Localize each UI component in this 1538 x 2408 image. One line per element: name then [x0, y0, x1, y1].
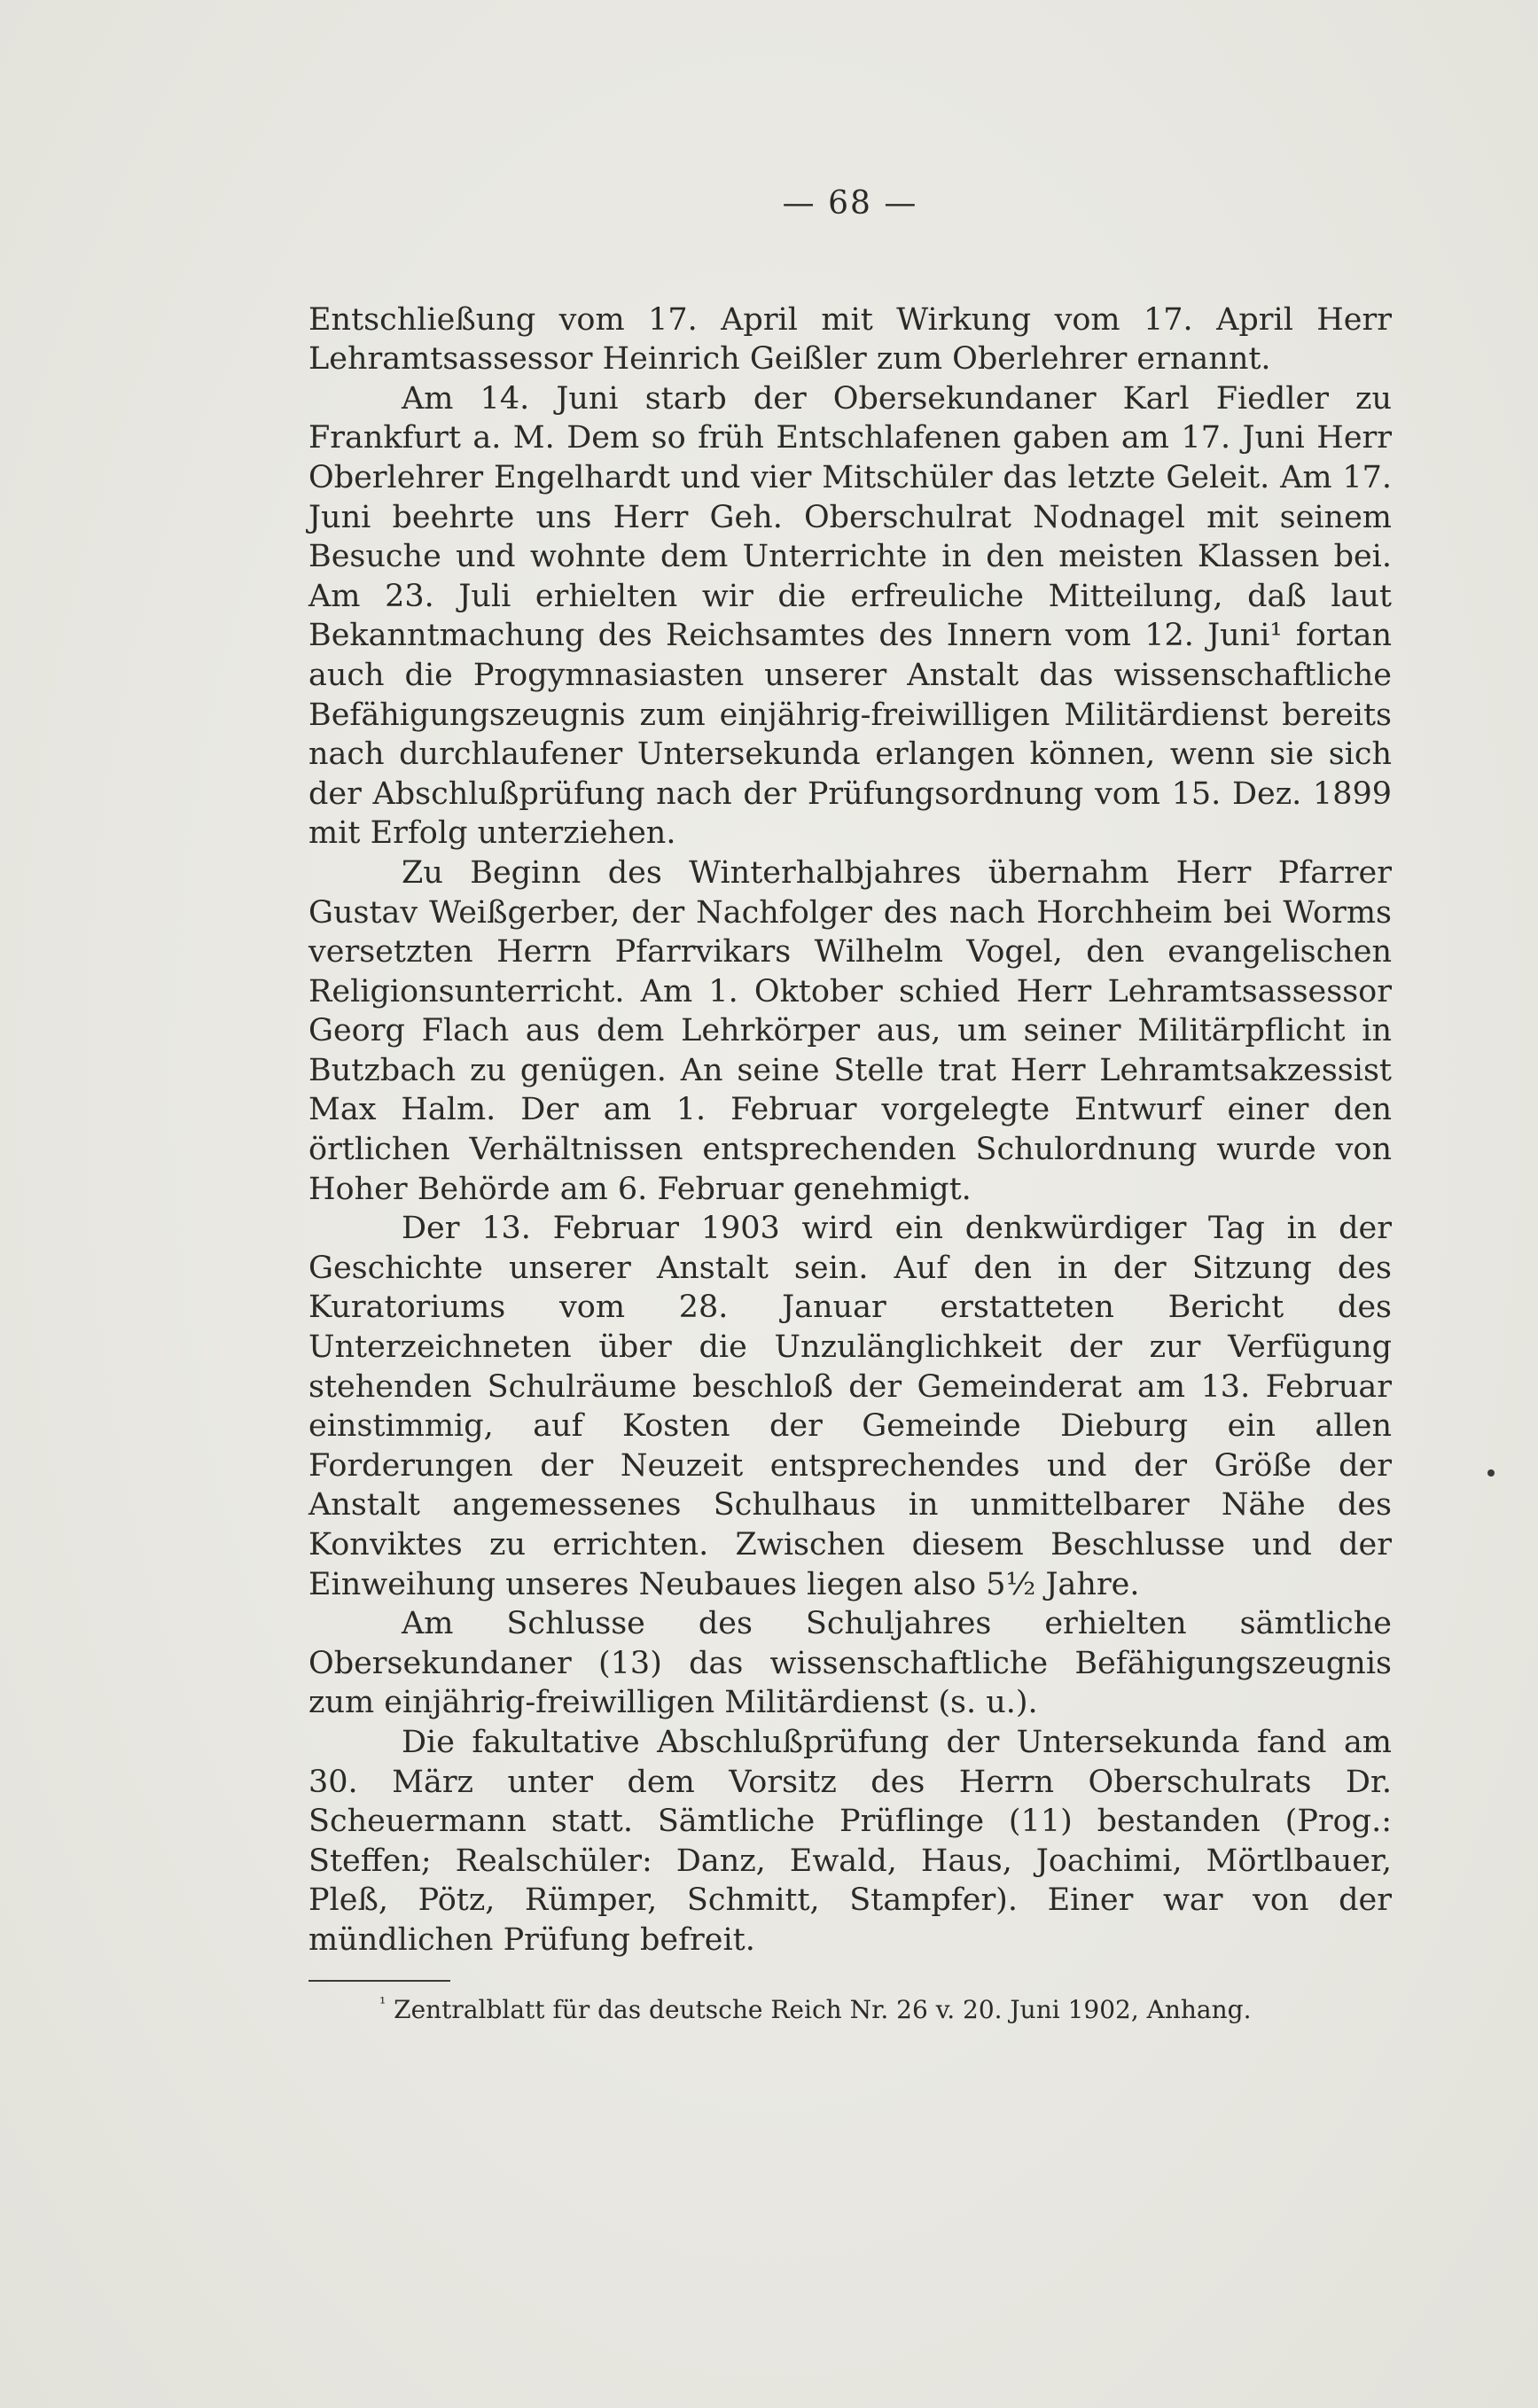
paragraph-6: Die fakultative Abschlußprüfung der Untersekunda fand am 30. März unter dem Vorsitz des Herrn Oberschulrats Dr. Scheuermann statt. Sämtliche Prüflinge (11) bestanden (Prog.: Steffen; Realschüler: Danz, Ewald, Haus, Joachimi, Mörtlbauer, Pleß, Pötz, Rümper, Schmitt, Stampfer). Einer war von der mündlichen Prüfung befreit.: [308, 1724, 1392, 1958]
paragraph-4: Der 13. Februar 1903 wird ein denkwürdiger Tag in der Geschichte unserer Anstalt sein. Auf den in der Sitzung des Kuratoriums vom 28. Januar erstatteten Bericht des Unterzeichneten über die Unzulänglichkeit der zur Verfügung stehenden Schulräume beschloß der Gemeinderat am 13. Februar einstimmig, auf Kosten der Gemeinde Dieburg ein allen Forderungen der Neuzeit entsprechendes und der Größe der Anstalt angemessenes Schulhaus in unmittelbarer Nähe des Konviktes zu errichten. Zwischen diesem Beschlusse und der Einweihung unseres Neubaues liegen also 5½ Jahre.: [308, 1211, 1392, 1602]
footnote: [308, 1994, 1392, 2026]
paragraph-5: Am Schlusse des Schuljahres erhielten sämtliche Obersekundaner (13) das wissenschaftliche Befähigungszeugnis zum einjährig-freiwilligen Militärdienst (s. u.).: [308, 1606, 1392, 1721]
paragraph-3: Zu Beginn des Winterhalbjahres übernahm Herr Pfarrer Gustav Weißgerber, der Nachfolger des nach Horchheim bei Worms versetzten Herrn Pfarrvikars Wilhelm Vogel, den evangelischen Religionsunterricht. Am 1. Oktober schied Herr Lehramtsassessor Georg Flach aus dem Lehrkörper aus, um seiner Militärpflicht in Butzbach zu genügen. An seine Stelle trat Herr Lehramtsakzessist Max Halm. Der am 1. Februar vorgelegte Entwurf einer den örtlichen Verhältnissen entsprechenden Schulordnung wurde von Hoher Behörde am 6. Februar genehmigt.: [308, 854, 1392, 1207]
text-block: [308, 184, 1392, 2026]
paragraph-1: Entschließung vom 17. April mit Wirkung vom 17. April Herr Lehramtsassessor Heinrich Geißler zum Oberlehrer ernannt.: [308, 301, 1392, 378]
page-number: — 68 —: [782, 185, 918, 222]
paragraph-2: Am 14. Juni starb der Obersekundaner Karl Fiedler zu Frankfurt a. M. Dem so früh Entschlafenen gaben am 17. Juni Herr Oberlehrer Engelhardt und vier Mitschüler das letzte Geleit. Am 17. Juni beehrte uns Herr Geh. Oberschulrat Nodnagel mit seinem Besuche und wohnte dem Unterrichte in den meisten Klassen bei. Am 23. Juli erhielten wir die erfreuliche Mitteilung, daß laut Bekanntmachung des Reichsamtes des Innern vom 12. Juni¹ fortan auch die Progymnasiasten unserer Anstalt das wissenschaftliche Befähigungszeugnis zum einjährig-freiwilligen Militärdienst bereits nach durchlaufener Untersekunda erlangen können, wenn sie sich der Abschlußprüfung nach der Prüfungsordnung vom 15. Dez. 1899 mit Erfolg unterziehen.: [308, 380, 1392, 852]
footnote-divider: [308, 1980, 450, 1982]
page-speck: [1487, 1469, 1495, 1477]
footnote-marker: ¹: [379, 1994, 386, 2014]
footnote-text: Zentralblatt für das deutsche Reich Nr. 26 v. 20. Juni 1902, Anhang.: [394, 1994, 1252, 2024]
